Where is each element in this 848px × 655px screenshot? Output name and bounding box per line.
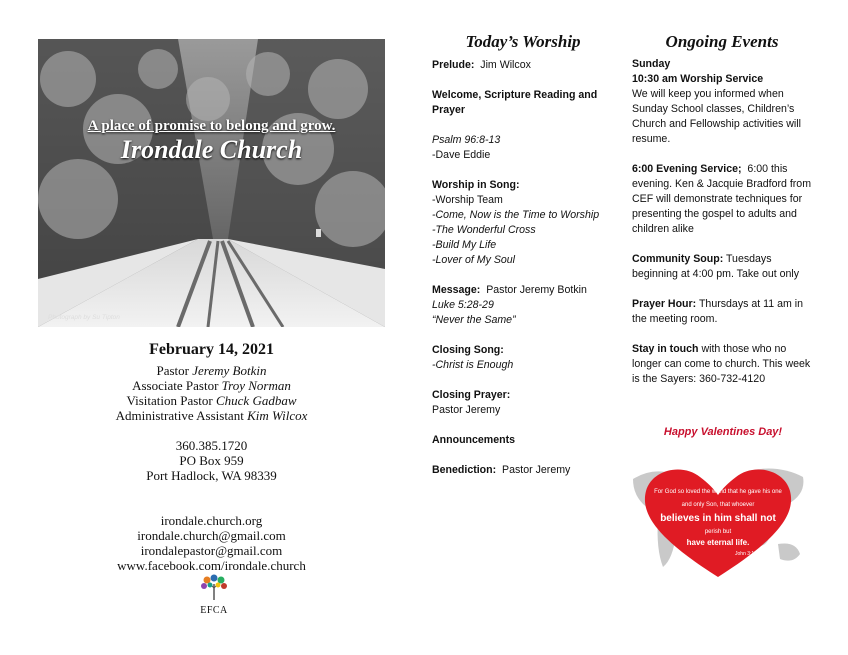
church-info [38,342,385,573]
staff-line: Associate Pastor Troy Norman [132,378,291,393]
heart-verse-image [628,459,808,580]
efca-label: EFCA [200,605,228,616]
church-name: Irondale Church [120,135,303,164]
worship-in-song: Worship in Song: -Worship Team -Come, Now is the Time to Worship -The Wonderful Cross -Build My Life -Lover of My Soul [432,179,600,266]
event-prayer: Prayer Hour: Thursdays at 11 am in the meeting room. [632,298,803,325]
city: Port Hadlock, WA 98339 [146,468,277,483]
staff-line: Administrative Assistant Kim Wilcox [115,408,308,423]
events-heading: Ongoing Events [665,32,779,51]
snowy-road-image [38,39,385,327]
verse-ref: John 3:16 [735,551,757,557]
event-stay-in-touch: Stay in touch with those who no longer can come to church. This week is the Sayers: 360-732-4120 [632,343,811,385]
closing-prayer: Closing Prayer: Pastor Jeremy [432,389,511,416]
event-sunday: Sunday 10:30 am Worship Service We will keep you informed when Sunday School classes, Children’s Church and Fellowship activities will resume. [632,58,801,145]
announcements: Announcements [432,434,515,446]
po-box: PO Box 959 [179,453,244,468]
cover-photo [38,39,385,327]
phone: 360.385.1720 [175,438,248,453]
website-link[interactable]: irondale.church.org [160,513,263,528]
verse-line-3: believes in him shall not [660,513,776,524]
tree-icon [199,572,229,600]
events-list [632,57,814,402]
welcome: Welcome, Scripture Reading and Prayer [432,89,598,116]
email-link[interactable]: irondale.church@gmail.com [137,528,286,543]
scripture: Psalm 96:8-13 -Dave Eddie [432,134,501,161]
worship-order [432,58,617,493]
verse-line-2: and only Son, that whoever [681,502,755,508]
closing-song: Closing Song: -Christ is Enough [432,344,514,371]
verse-line-1: For God so loved the world that he gave his one [654,489,782,495]
staff-line: Visitation Pastor Chuck Gadbaw [126,393,297,408]
pastor-email-link[interactable]: irondalepastor@gmail.com [140,543,283,558]
event-soup: Community Soup: Tuesdays beginning at 4:00 pm. Take out only [632,253,800,280]
tagline: A place of promise to belong and grow. [87,118,336,134]
heart-world-map [628,459,808,580]
prelude: Prelude: Jim Wilcox [432,59,531,71]
worship-heading: Today’s Worship [465,32,581,51]
benediction: Benediction: Pastor Jeremy [432,464,571,476]
message: Message: Pastor Jeremy Botkin Luke 5:28-29 “Never the Same” [432,284,587,326]
verse-line-4: perish but [704,529,732,535]
photo-credit: Photograph by Su Tipton [48,314,120,321]
staff-line: Pastor Jeremy Botkin [156,363,267,378]
bulletin-date: February 14, 2021 [149,341,274,358]
valentine-greeting: Happy Valentines Day! [663,426,783,438]
verse-line-5: have eternal life. [686,538,750,547]
facebook-link[interactable]: www.facebook.com/irondale.church [117,558,306,573]
event-evening: 6:00 Evening Service; 6:00 this evening. Ken & Jacquie Bradford from CEF will demonstrate techniques for presenting the gospel to adults and children alike [632,163,812,235]
efca-logo [194,572,234,616]
